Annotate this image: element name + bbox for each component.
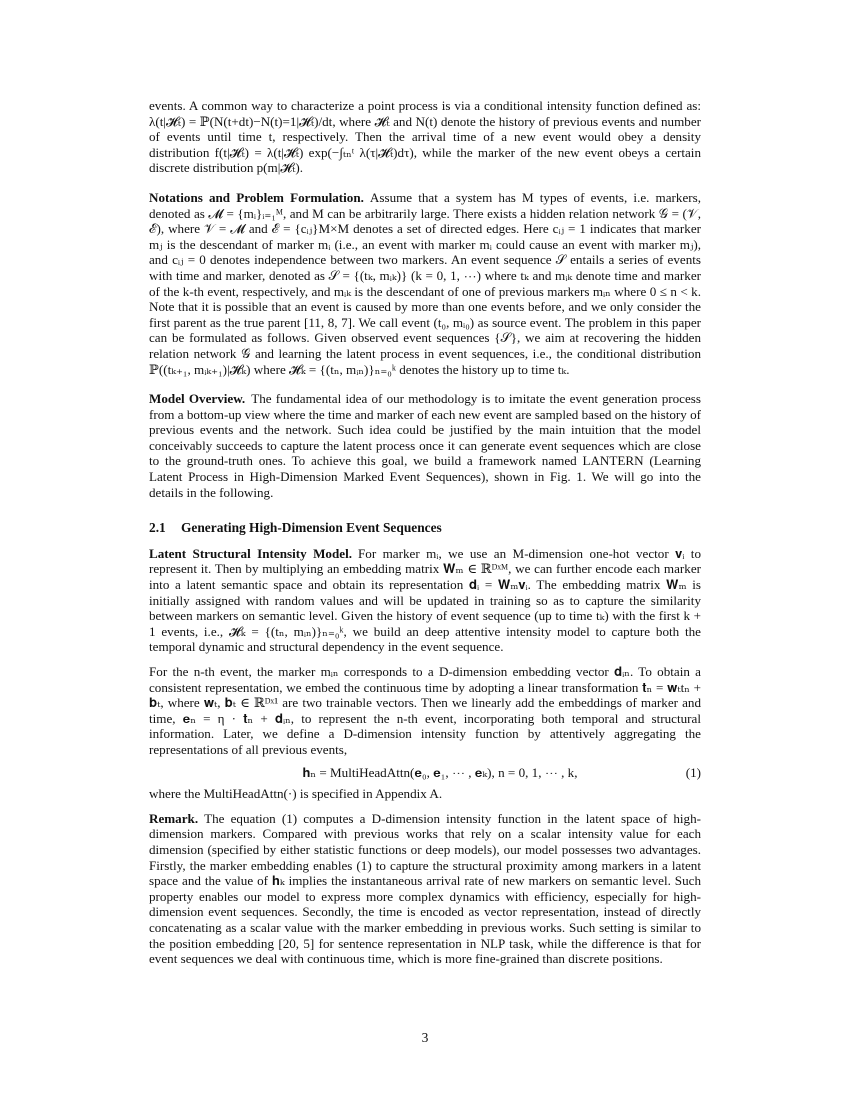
notations-heading: Notations and Problem Formulation.	[149, 189, 364, 205]
nth-event-paragraph: For the n-th event, the marker mᵢₙ corresponds to a D-dimension embedding vector 𝐝ᵢₙ. To obtain a consistent representation, we embed the continuous time by adopting a linear transformation 𝐭ₙ = 𝐰ₜtₙ + 𝐛ₜ, where 𝐰ₜ, 𝐛ₜ ∈ ℝᴰˣ¹ are two trainable vectors. Then we linearly add the embeddings of marker and time, 𝐞ₙ = η · 𝐭ₙ + 𝐝ᵢₙ, to represent the n-th event, incorporating both temporal and structural information. Later, we define a D-dimension intensity function by attentively aggregating the representations of all previous events,	[149, 664, 701, 757]
remark-heading: Remark.	[149, 810, 199, 826]
remark-paragraph	[149, 811, 701, 967]
equation-body: 𝐡ₙ = MultiHeadAttn(𝐞₀, 𝐞₁, ⋯ , 𝐞ₖ), n = 0, 1, ⋯ , k,	[302, 764, 578, 780]
latent-model-paragraph	[149, 546, 701, 655]
section-title: Generating High-Dimension Event Sequences	[181, 520, 442, 536]
section-number: 2.1	[149, 520, 166, 536]
section-heading	[149, 520, 701, 536]
intro-paragraph: events. A common way to characterize a point process is via a conditional intensity function defined as: λ(t|𝓗ₜ) = ℙ(N(t+dt)−N(t)=1|𝓗ₜ)/dt, where 𝓗ₜ and N(t) denote the history of previous events and number of events until time t, respectively. Then the arrival time of a new event would obey a density distribution f(t|𝓗ₜ) = λ(t|𝓗ₜ) exp(−∫ₜₙᵗ λ(τ|𝓗ₜ)dτ), while the marker of the new event obeys a certain discrete distribution p(m|𝓗ₜ).	[149, 98, 701, 176]
page-number: 3	[421, 1030, 429, 1045]
notations-paragraph	[149, 190, 701, 377]
model-overview-text: The fundamental idea of our methodology is to imitate the event generation process from a bottom-up view where the time and marker of each new event are sampled based on the history of previous events and the network. Such idea could be justified by the main intuition that the model conceivably succeeds to capture the latent process once it can generate event sequences which are close to the ground-truth ones. To achieve this goal, we build a framework named LANTERN (Learning Latent Process in High-Dimension Marked Event Sequences), shown in Fig. 1. We will go into the details in the following.	[149, 391, 701, 500]
latent-model-text: For marker mᵢ, we use an M-dimension one-hot vector 𝐯ᵢ to represent it. Then by multiplying an embedding matrix 𝐖ₘ ∈ ℝᴰˣᴹ, we can further encode each marker into a latent semantic space and obtain its representation 𝐝ᵢ = 𝐖ₘ𝐯ᵢ. The embedding matrix 𝐖ₘ is initially assigned with random values and will be updated in training so as to capture the similarity between markers on semantic level. Given the history of event sequence (up to time tₖ) with the first k + 1 events, i.e., 𝓗ₖ = {(tₙ, mᵢₙ)}ₙ₌₀ᵏ, we build an deep attentive intensity model to capture both the temporal dynamic and structural dependency in the event sequence.	[149, 545, 701, 655]
equation-number: (1)	[685, 764, 701, 780]
paper-page-body	[149, 98, 701, 967]
where-paragraph: where the MultiHeadAttn(·) is specified in Appendix A.	[149, 786, 443, 802]
model-overview-paragraph	[149, 391, 701, 500]
model-overview-heading: Model Overview.	[149, 391, 246, 407]
equation-1	[149, 765, 701, 781]
notations-text: Assume that a system has M types of events, i.e. markers, denoted as 𝓜 = {mᵢ}ᵢ₌₁ᴹ, and M can be arbitrarily large. There exists a hidden relation network 𝒢 = (𝒱, ℰ), where 𝒱 = 𝓜 and ℰ = {cᵢⱼ}M×M denotes a set of directed edges. Here cᵢⱼ = 1 indicates that marker mⱼ is the descendant of marker mᵢ (i.e., an event with marker mᵢ could cause an event with marker mⱼ), and cᵢⱼ = 0 denotes independence between two markers. An event sequence 𝒮 entails a series of events with time and marker, denoted as 𝒮 = {(tₖ, mᵢₖ)} (k = 0, 1, ⋯) where tₖ and mᵢₖ denote time and marker of the k-th event, respectively, and mᵢₖ is the descendant of one of previous markers mᵢₙ where 0 ≤ n < k. Note that it is possible that an event is caused by more than one events before, and we only consider the first parent as the true parent [11, 8, 7]. We call event (t₀, mᵢ₀) as source event. The problem in this paper can be formulated as follows. Given observed event sequences {𝒮}, we aim at recovering the hidden relation network 𝒢 and learning the latent process in event sequences, i.e., the conditional distribution ℙ((tₖ₊₁, mᵢₖ₊₁)|𝓗ₖ) where 𝓗ₖ = {(tₙ, mᵢₙ)}ₙ₌₀ᵏ denotes the history up to time tₖ.	[149, 189, 701, 377]
remark-text: The equation (1) computes a D-dimension intensity function in the latent space of high-dimension markers. Compared with previous works that rely on a scalar intensity value for each dimension (specified by either statistic functions or deep models), our model possesses two advantages. Firstly, the marker embedding enables (1) to capture the structural proximity among markers in a latent space and the value of 𝐡ₖ implies the instantaneous arrival rate of new markers on semantic level. Such property enables our model to express more complex dynamics with efficiency, especially for high-dimension event sequences. Secondly, the time is encoded as vector representation, instead of directly concatenating as a scalar value with the marker embedding in previous works. Such setting is similar to the position embedding [20, 5] for sentence representation in NLP task, while the difference is that for event sequences we deal with continuous time, which is more fine-grained than discrete positions.	[149, 810, 701, 967]
latent-model-heading: Latent Structural Intensity Model.	[149, 545, 352, 561]
